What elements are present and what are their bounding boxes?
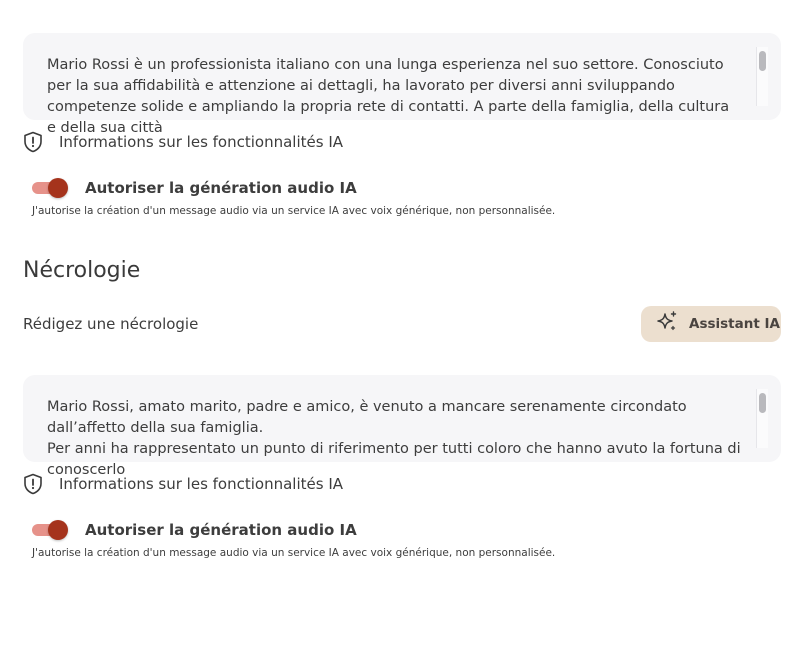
shield-info-icon xyxy=(23,473,43,495)
necrology-audio-toggle-label: Autoriser la génération audio IA xyxy=(85,521,357,539)
bio-scrollbar-thumb[interactable] xyxy=(759,51,766,71)
necrology-audio-consent-text: J'autorise la création d'un message audio via un service IA avec voix générique, non personnalisée. xyxy=(32,547,556,559)
necrology-audio-toggle-row xyxy=(32,518,357,542)
shield-info-icon xyxy=(23,131,43,153)
necrology-audio-toggle[interactable] xyxy=(32,520,68,540)
necrology-textarea[interactable] xyxy=(23,375,781,478)
bio-scrollbar[interactable] xyxy=(756,47,768,106)
ai-assistant-button[interactable] xyxy=(641,306,781,342)
bio-textarea-text: Mario Rossi è un professionista italiano con una lunga esperienza nel suo settore. Conosciuto per la sua affidabilità e attenzione ai dettagli, ha lavorato per diversi anni sviluppando competenze solide e ampliando la propria rete di contatti. A parte della famiglia, della cultura e della sua città xyxy=(47,57,734,136)
bio-audio-toggle-label: Autoriser la génération audio IA xyxy=(85,179,357,197)
necrology-ai-info-label: Informations sur les fonctionnalités IA xyxy=(59,475,344,493)
bio-audio-toggle-row xyxy=(32,176,357,200)
bio-ai-info-label: Informations sur les fonctionnalités IA xyxy=(59,133,344,151)
necrology-scrollbar-thumb[interactable] xyxy=(759,393,766,413)
bio-textarea[interactable] xyxy=(23,33,781,136)
bio-ai-info[interactable] xyxy=(23,130,343,154)
sparkles-icon xyxy=(655,310,679,338)
necrology-subtitle: Rédigez une nécrologie xyxy=(23,315,199,333)
bio-audio-toggle[interactable] xyxy=(32,178,68,198)
necrology-scrollbar[interactable] xyxy=(756,389,768,448)
ai-assistant-button-label: Assistant IA xyxy=(689,316,780,332)
necrology-title: Nécrologie xyxy=(23,258,141,283)
necrology-ai-info[interactable] xyxy=(23,472,343,496)
necrology-textarea-text: Mario Rossi, amato marito, padre e amico, è venuto a mancare serenamente circondato dall’affetto della sua famiglia. Per anni ha rappresentato un punto di riferimento per tutti coloro che hanno avuto la fortuna di conoscerlo xyxy=(47,399,741,478)
toggle-knob xyxy=(48,520,68,540)
toggle-knob xyxy=(48,178,68,198)
bio-audio-consent-text: J'autorise la création d'un message audio via un service IA avec voix générique, non personnalisée. xyxy=(32,205,556,217)
